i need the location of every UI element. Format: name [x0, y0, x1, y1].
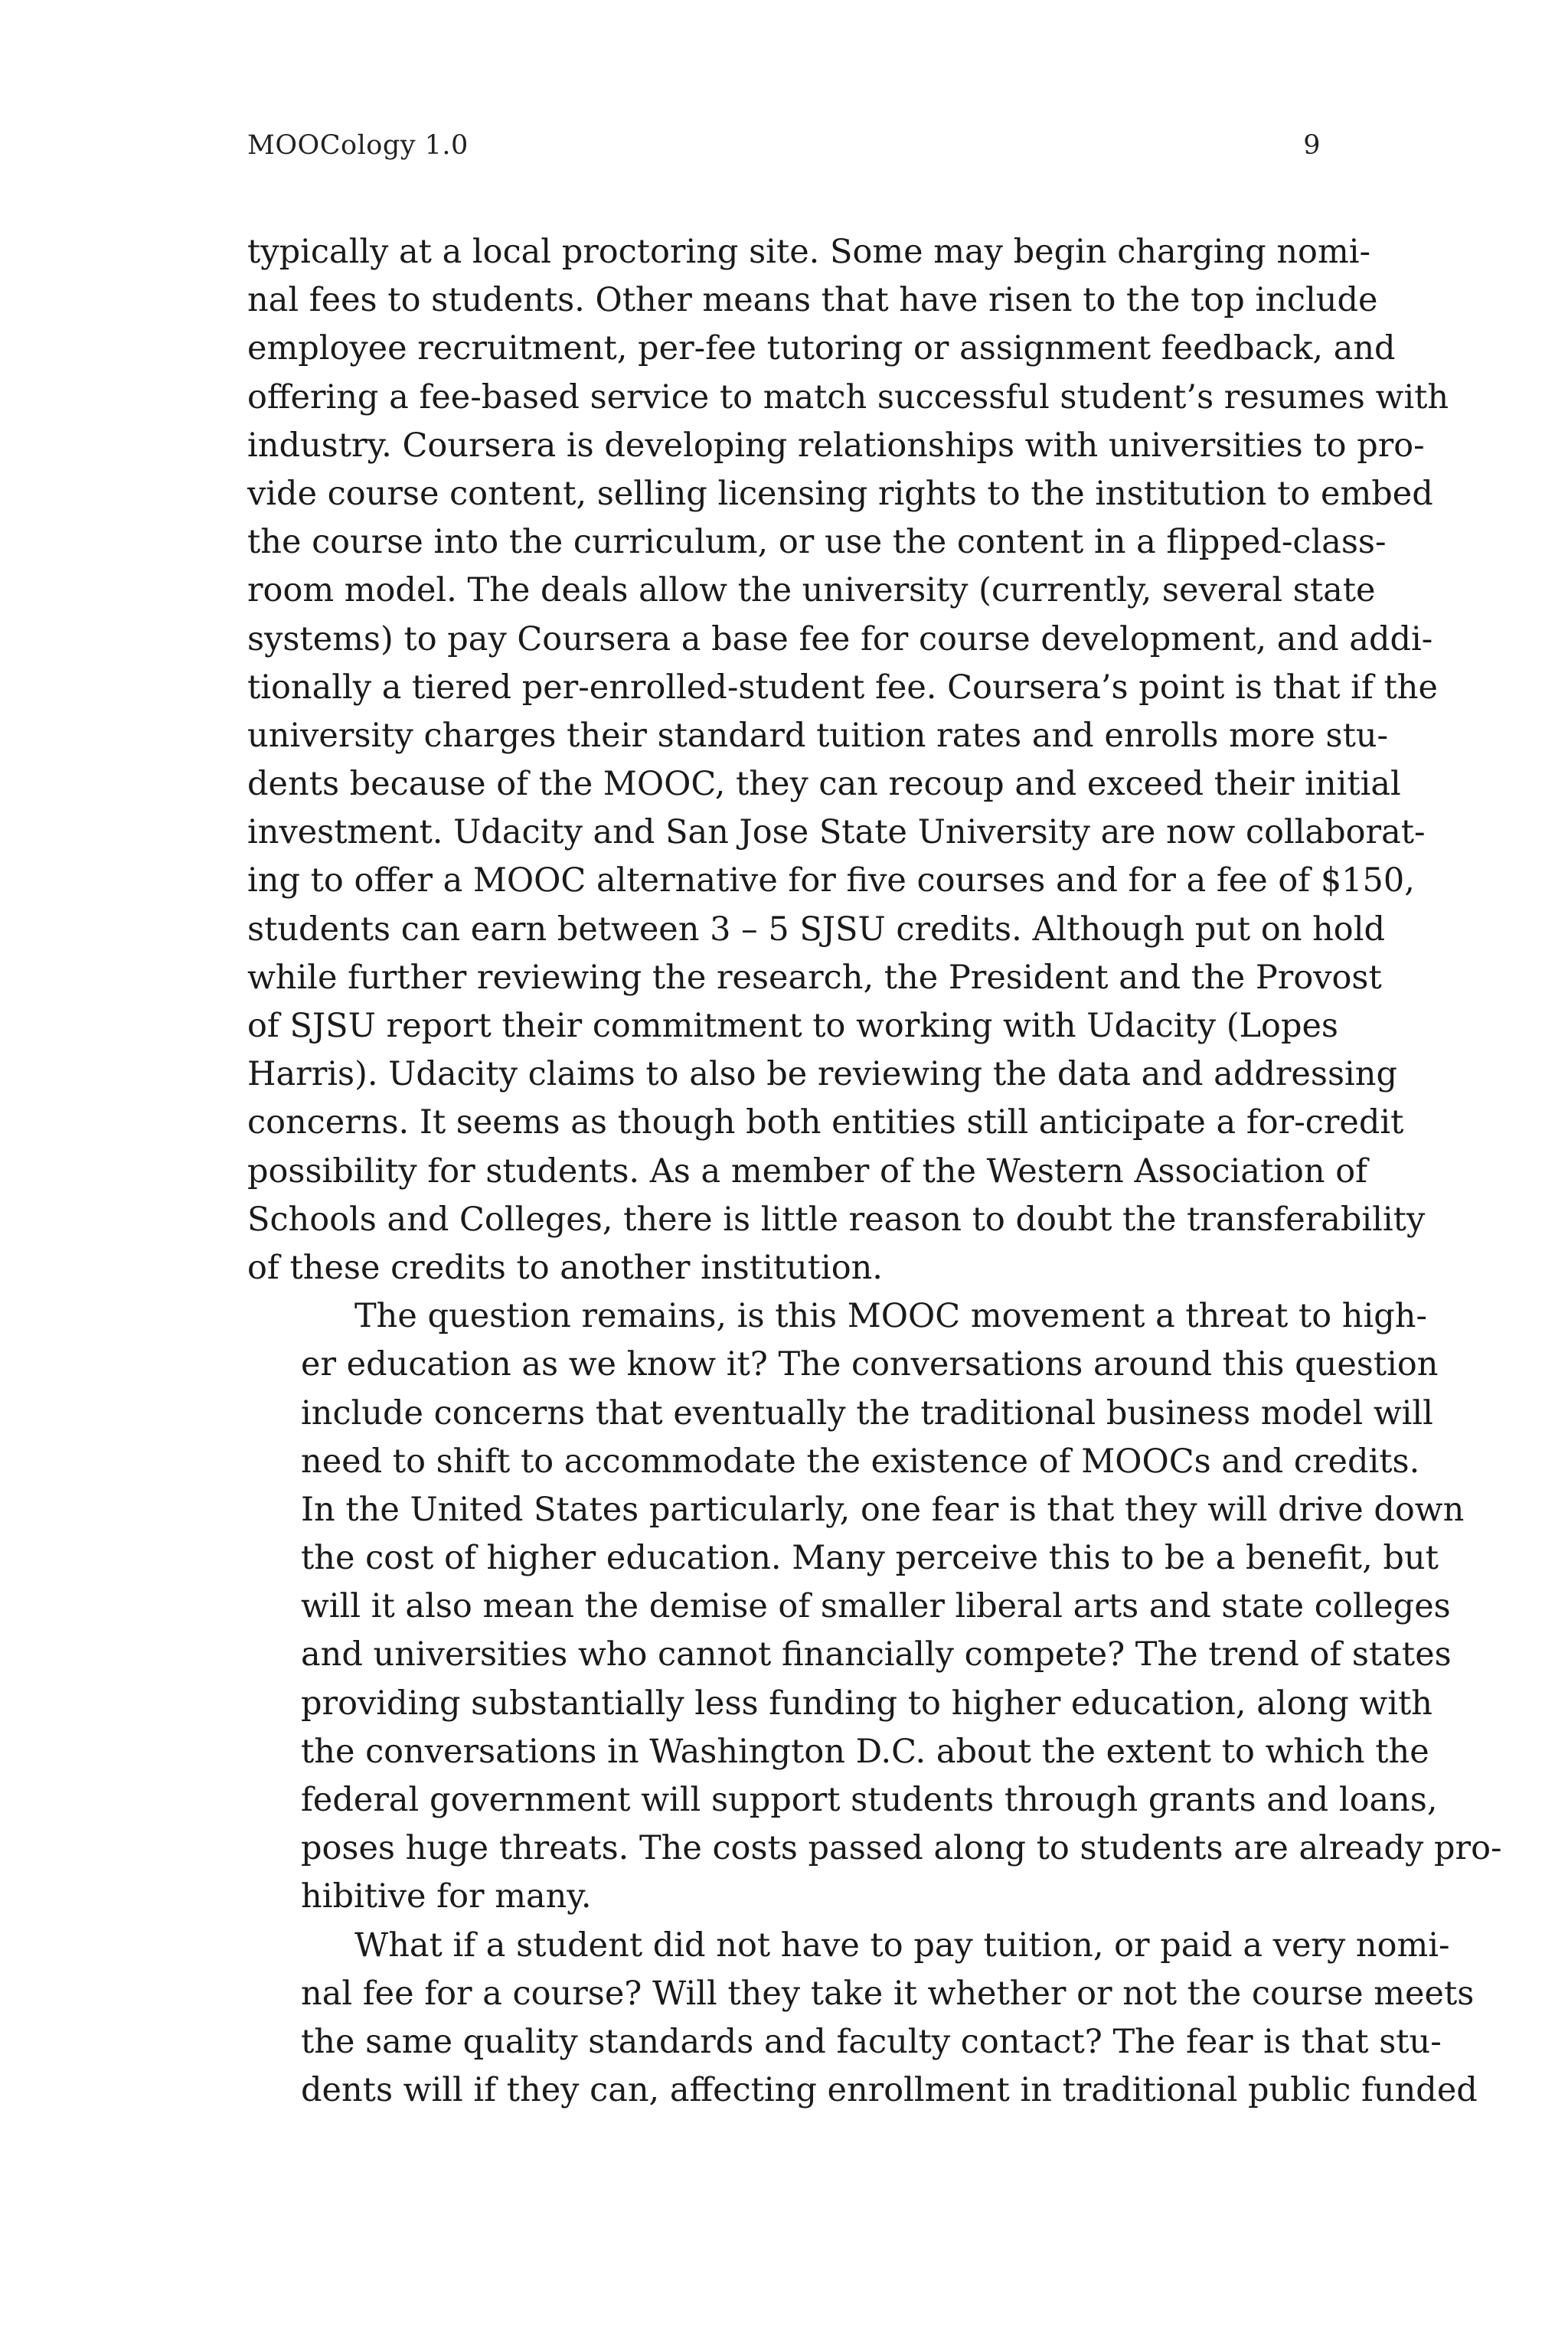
text-line: industry. Coursera is developing relationships with universities to pro- — [247, 426, 1425, 465]
text-line: vide course content, selling licensing rights to the institution to embed — [247, 474, 1433, 513]
text-line: include concerns that eventually the traditional business model will — [301, 1393, 1433, 1432]
text-line: typically at a local proctoring site. Some may begin charging nomi- — [247, 233, 1370, 271]
text-line: offering a fee-based service to match successful student’s resumes with — [247, 377, 1449, 416]
text-line: students can earn between 3 – 5 SJSU credits. Although put on hold — [247, 910, 1385, 949]
text-line: the course into the curriculum, or use the content in a flipped-class- — [247, 523, 1387, 562]
text-line: dents because of the MOOC, they can recoup and exceed their initial — [247, 765, 1401, 804]
page-number: 9 — [1303, 130, 1321, 161]
text-line: while further reviewing the research, the President and the Provost — [247, 958, 1382, 997]
text-line: investment. Udacity and San Jose State University are now collaborat- — [247, 813, 1426, 852]
text-line: employee recruitment, per-fee tutoring or assignment feedback, and — [247, 329, 1396, 368]
text-line: possibility for students. As a member of the Western Association of — [247, 1152, 1368, 1191]
body-text — [247, 228, 1502, 2115]
running-title: MOOCology 1.0 — [247, 130, 469, 161]
text-line: tionally a tiered per-enrolled-student fee. Coursera’s point is that if the — [247, 668, 1438, 707]
text-line: university charges their standard tuition rates and enrolls more stu- — [247, 716, 1389, 755]
text-line: need to shift to accommodate the existence of MOOCs and credits. — [301, 1442, 1420, 1481]
text-line: and universities who cannot financially compete? The trend of states — [301, 1635, 1452, 1674]
text-line: systems) to pay Coursera a base fee for course development, and addi- — [247, 619, 1433, 658]
text-line: of SJSU report their commitment to working with Udacity (Lopes — [247, 1007, 1338, 1045]
text-line: concerns. It seems as though both entities still anticipate a for-credit — [247, 1103, 1404, 1142]
text-line: nal fees to students. Other means that have risen to the top include — [247, 281, 1378, 320]
paragraph — [247, 1922, 1478, 2115]
text-line: poses huge threats. The costs passed along to students are already pro- — [301, 1829, 1502, 1868]
text-line: Schools and Colleges, there is little reason to doubt the transferability — [247, 1200, 1426, 1239]
running-header — [247, 130, 1321, 168]
paragraph — [247, 1292, 1502, 1921]
paragraph — [247, 228, 1449, 1292]
text-line: hibitive for many. — [301, 1877, 592, 1916]
text-line: will it also mean the demise of smaller liberal arts and state colleges — [301, 1587, 1451, 1626]
text-line: the conversations in Washington D.C. about the extent to which the — [301, 1732, 1429, 1771]
text-line: of these credits to another institution. — [247, 1248, 883, 1287]
text-line: nal fee for a course? Will they take it whether or not the course meets — [301, 1974, 1475, 2013]
text-line: ing to offer a MOOC alternative for five courses and for a fee of $150, — [247, 861, 1415, 900]
text-line: federal government will support students through grants and loans, — [301, 1781, 1438, 1819]
text-line: In the United States particularly, one fear is that they will drive down — [301, 1490, 1465, 1529]
text-line: providing substantially less funding to higher education, along with — [301, 1684, 1432, 1723]
text-line: dents will if they can, affecting enrollment in traditional public funded — [301, 2071, 1478, 2110]
text-line: room model. The deals allow the university (currently, several state — [247, 571, 1376, 610]
text-line: the cost of higher education. Many perceive this to be a benefit, but — [301, 1539, 1439, 1578]
text-line: the same quality standards and faculty contact? The fear is that stu- — [301, 2022, 1442, 2061]
text-line: er education as we know it? The conversations around this question — [301, 1345, 1439, 1384]
text-line: The question remains, is this MOOC movement a threat to high- — [354, 1297, 1427, 1336]
text-line: Harris). Udacity claims to also be reviewing the data and addressing — [247, 1055, 1397, 1094]
text-line: What if a student did not have to pay tuition, or paid a very nomi- — [354, 1926, 1450, 1965]
